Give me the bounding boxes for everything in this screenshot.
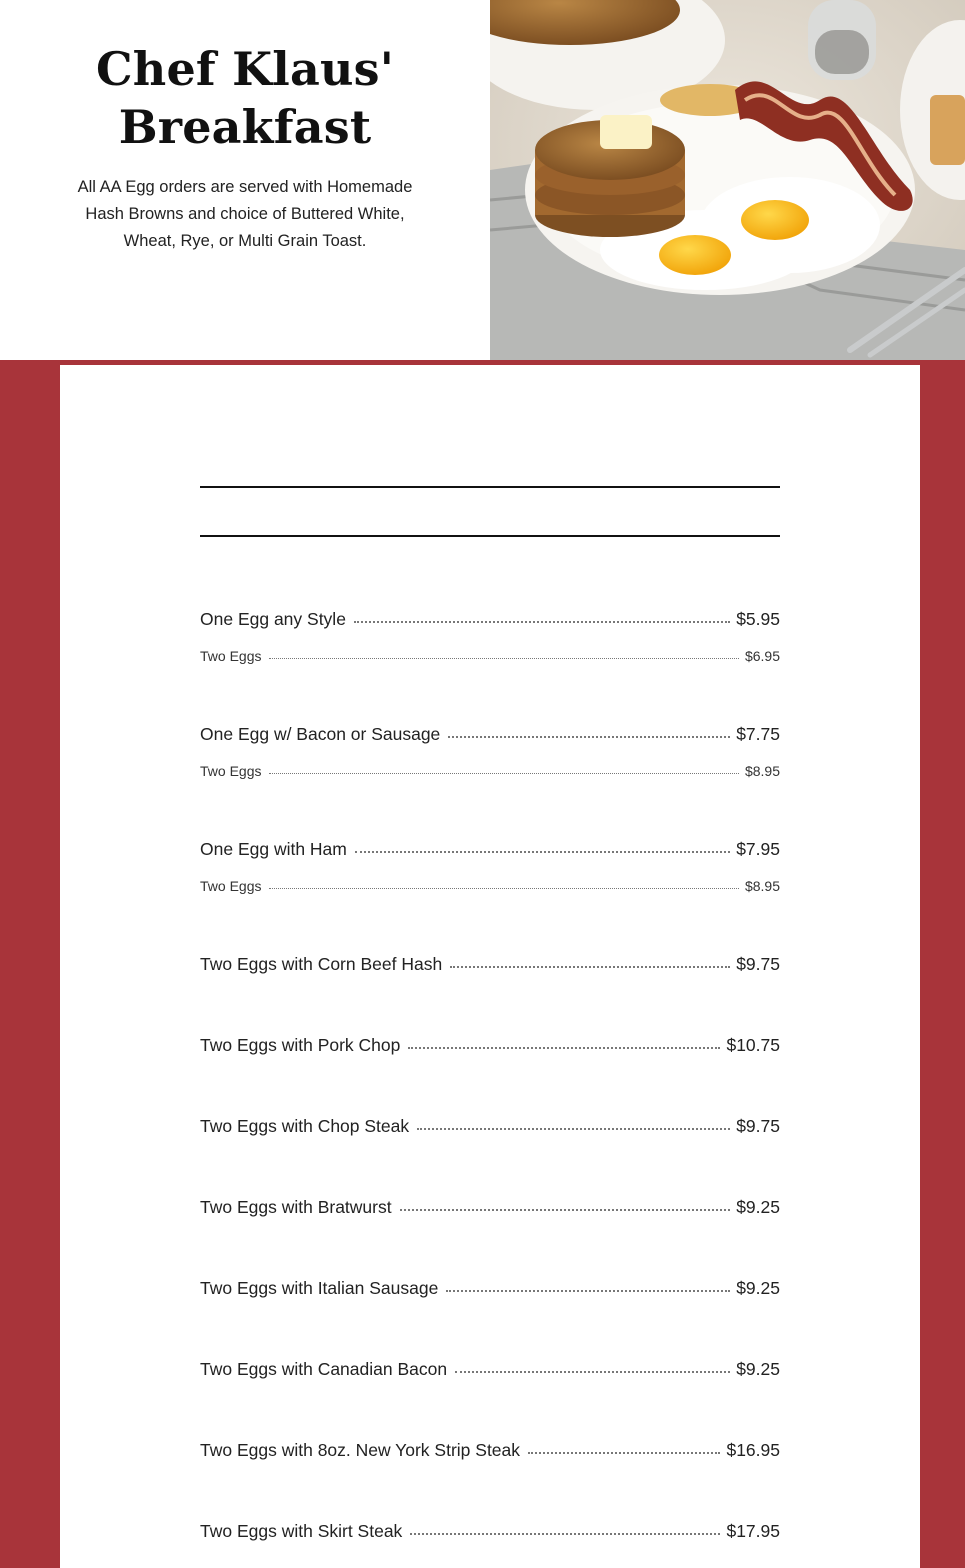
menu-item [200, 954, 780, 975]
menu-item-price: $17.95 [726, 1521, 780, 1541]
menu-option-price: $8.95 [744, 763, 780, 779]
menu-item [200, 1116, 780, 1137]
dot-leader [417, 1127, 730, 1130]
menu-item [200, 1440, 780, 1461]
menu-panel [60, 365, 920, 1568]
menu-item-name: Two Eggs with Pork Chop [200, 1035, 401, 1055]
menu-item-name: Two Eggs with Canadian Bacon [200, 1359, 448, 1379]
page-title-line2: Breakfast [118, 100, 372, 154]
menu-item-price: $9.75 [736, 1116, 780, 1136]
menu-item-name: Two Eggs with Corn Beef Hash [200, 954, 443, 974]
divider-bottom [200, 535, 780, 537]
page-subtitle: All AA Egg orders are served with Homemade Hash Browns and choice of Buttered White, Wheat, Rye, or Multi Grain Toast. [77, 178, 413, 250]
dot-leader [528, 1451, 720, 1454]
menu-item [200, 839, 780, 860]
dot-leader [269, 887, 738, 889]
menu-item-price: $9.75 [736, 954, 780, 974]
dot-leader [355, 850, 730, 853]
dot-leader [450, 965, 730, 968]
menu-item-option [200, 763, 780, 779]
menu-item-price: $10.75 [726, 1035, 780, 1055]
menu-option-price: $6.95 [744, 648, 780, 664]
menu-item [200, 1197, 780, 1218]
menu-item-name: Two Eggs with Italian Sausage [200, 1278, 439, 1298]
dot-leader [269, 772, 738, 774]
hero-text [75, 40, 415, 255]
dot-leader [408, 1046, 720, 1049]
menu-item-name: Two Eggs with 8oz. New York Strip Steak [200, 1440, 521, 1460]
menu-item [200, 609, 780, 630]
menu-item-price: $9.25 [736, 1278, 780, 1298]
menu-item [200, 724, 780, 745]
menu-item-price: $9.25 [736, 1359, 780, 1379]
menu-item-name: One Egg with Ham [200, 839, 347, 859]
dot-leader [354, 620, 730, 623]
menu-item [200, 1035, 780, 1056]
page-title-line1: Chef Klaus' [95, 42, 394, 96]
dot-leader [400, 1208, 731, 1211]
page-title [75, 40, 415, 156]
menu-option-name: Two Eggs [200, 648, 262, 664]
menu-option-name: Two Eggs [200, 763, 262, 779]
menu-item [200, 1359, 780, 1380]
hero-section [0, 0, 965, 360]
menu-item-option [200, 878, 780, 894]
menu-item [200, 1278, 780, 1299]
menu-item [200, 1521, 780, 1542]
dot-leader [269, 657, 738, 659]
menu-item-name: Two Eggs with Chop Steak [200, 1116, 410, 1136]
menu-item-name: One Egg any Style [200, 609, 346, 629]
menu-option-name: Two Eggs [200, 878, 262, 894]
menu-item-name: Two Eggs with Skirt Steak [200, 1521, 403, 1541]
menu-item-option [200, 648, 780, 664]
menu-item-price: $9.25 [736, 1197, 780, 1217]
dot-leader [410, 1532, 720, 1535]
dot-leader [448, 735, 730, 738]
menu-item-price: $7.95 [736, 839, 780, 859]
dot-leader [455, 1370, 730, 1373]
menu-item-price: $16.95 [726, 1440, 780, 1460]
menu-item-name: Two Eggs with Bratwurst [200, 1197, 392, 1217]
menu-item-price: $5.95 [736, 609, 780, 629]
dot-leader [446, 1289, 730, 1292]
menu-item-price: $7.75 [736, 724, 780, 744]
menu-option-price: $8.95 [744, 878, 780, 894]
menu-item-name: One Egg w/ Bacon or Sausage [200, 724, 441, 744]
divider-top [200, 486, 780, 488]
breakfast-plate-photo [490, 0, 965, 360]
